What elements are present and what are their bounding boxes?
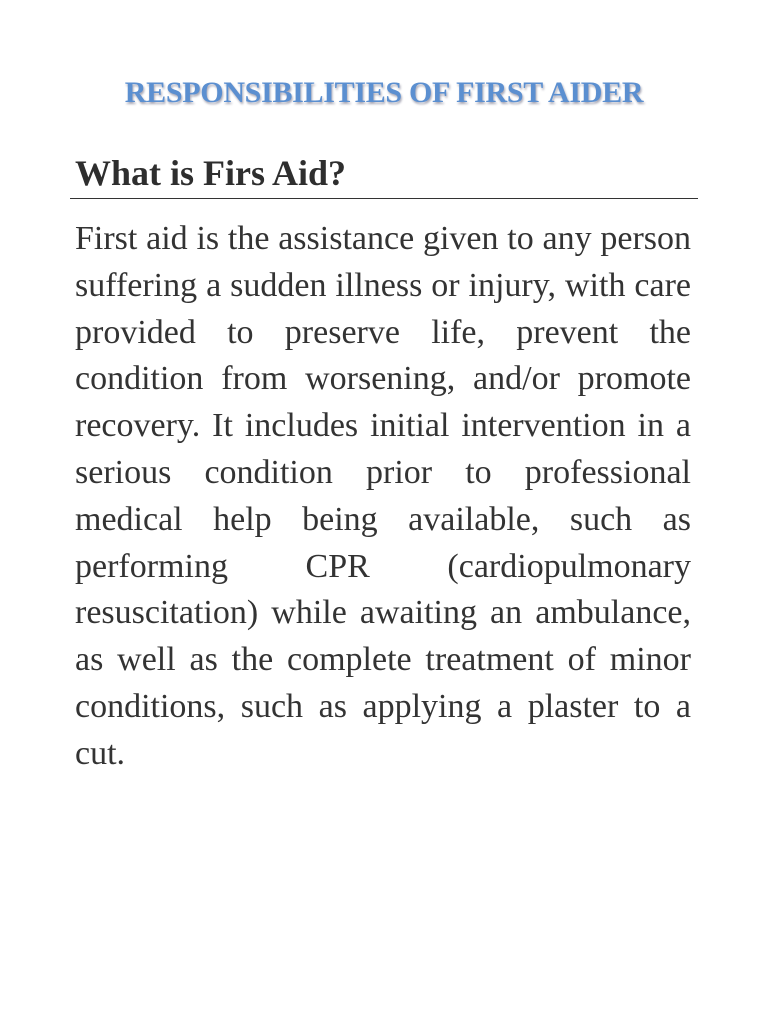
- section-heading: What is Firs Aid?: [75, 153, 347, 193]
- document-title: RESPONSIBILITIES OF FIRST AIDER: [124, 76, 644, 109]
- heading-underline-divider: [70, 198, 698, 199]
- section-paragraph: First aid is the assistance given to any person suffering a sudden illness or injury, with care provided to preserve life, prevent the condition from worsening, and/or promote recovery. It includes initial intervention in a serious condition prior to professional medical help being available, such as performing CPR (cardiopulmonary resuscitation) while awaiting an ambulance, as well as the complete treatment of minor conditions, such as applying a plaster to a cut.: [75, 220, 691, 772]
